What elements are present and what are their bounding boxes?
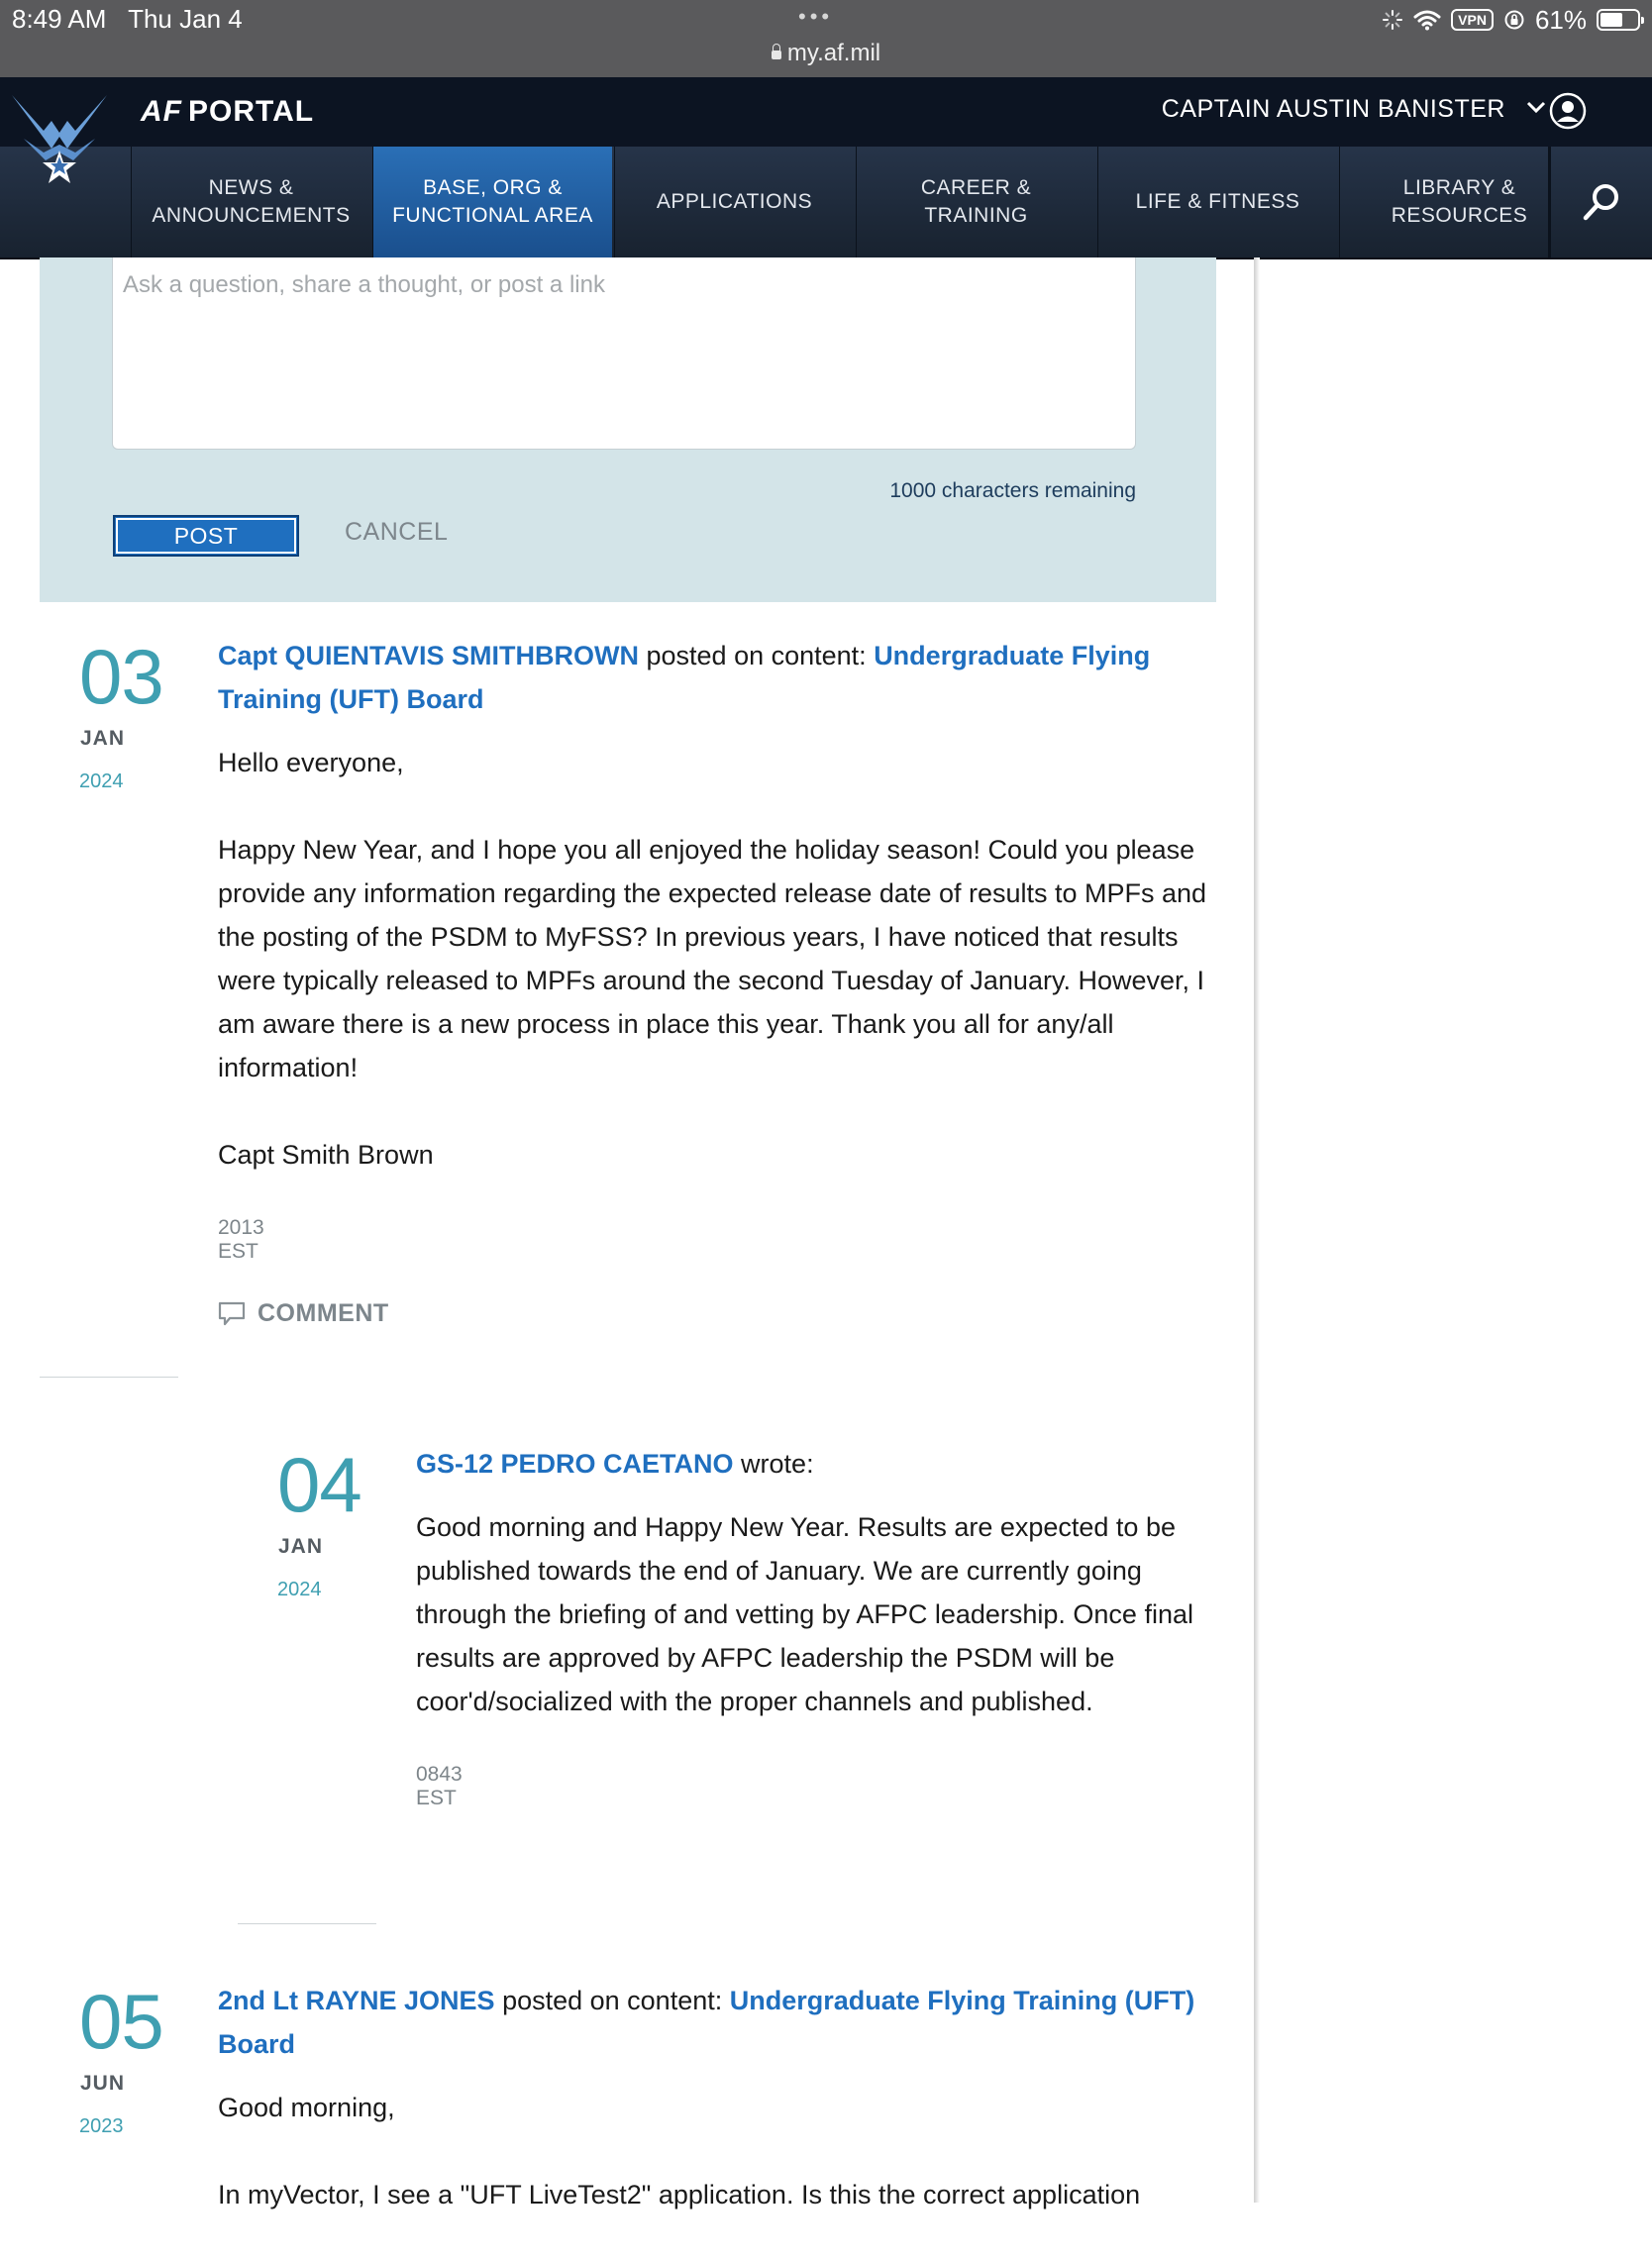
reply-body (416, 1505, 1228, 1767)
post-content-link[interactable]: Undergraduate Flying Training (UFT) Board (218, 1986, 1195, 2059)
lock-icon (772, 51, 781, 59)
reply-date-year: 2024 (277, 1579, 322, 1600)
nav-life-fitness[interactable]: LIFE & FITNESS (1097, 147, 1337, 257)
post-header (218, 1979, 1208, 2066)
post-date-month: JUN (80, 2072, 126, 2095)
post-body (218, 741, 1228, 1220)
post-content-link[interactable]: Undergraduate Flying Training (UFT) Board (218, 641, 1151, 714)
post-paragraph: Happy New Year, and I hope you all enjoyed the holiday season! Could you please provide any information regarding the expected release date of results to MPFs and the posting of the PSDM to MyFSS? In previous years, I have noticed that results were typically released to MPFs around the second Tuesday of January. However, I am aware there is a new process in place this year. Thank you all for any/all information! (218, 835, 1207, 1082)
reply-author-link[interactable]: GS-12 PEDRO CAETANO (416, 1449, 734, 1479)
post-action-text: posted on content: (494, 1986, 730, 2015)
post-date-day: 03 (79, 633, 163, 720)
search-button[interactable] (1548, 147, 1652, 257)
url-text: my.af.mil (786, 40, 881, 66)
main-nav (0, 147, 1652, 259)
post-timestamp: 2013 EST (218, 1216, 264, 1263)
nav-base-org-functional-area[interactable]: BASE, ORG & FUNCTIONAL AREA (372, 147, 612, 257)
browser-status-bar (0, 0, 1652, 77)
user-name[interactable]: CAPTAIN AUSTIN BANISTER (1161, 95, 1505, 123)
comment-label: COMMENT (258, 1299, 389, 1327)
post-composer (40, 257, 1216, 602)
comment-button[interactable] (218, 1299, 389, 1328)
post-action-text: posted on content: (639, 641, 875, 670)
air-force-wings-logo[interactable] (6, 91, 113, 194)
activity-spinner-icon (1382, 9, 1403, 31)
nav-career-training[interactable]: CAREER & TRAINING (856, 147, 1095, 257)
post-button[interactable]: POST (113, 515, 299, 557)
battery-percent: 61% (1534, 4, 1587, 35)
post-date-year: 2023 (79, 2115, 124, 2137)
post-date-day: 05 (79, 1978, 163, 2065)
reply-date-month: JAN (278, 1535, 324, 1558)
nav-news-announcements[interactable]: NEWS & ANNOUNCEMENTS (131, 147, 370, 257)
portal-title[interactable]: AF PORTAL (141, 95, 315, 128)
post-paragraph: Hello everyone, (218, 748, 404, 777)
post-author-link[interactable]: 2nd Lt RAYNE JONES (218, 1986, 495, 2015)
post-header (218, 634, 1218, 721)
post-divider (40, 1377, 178, 1378)
status-time-date: 8:49 AM Thu Jan 4 (12, 4, 243, 34)
post-paragraph: Capt Smith Brown (218, 1140, 434, 1170)
battery-icon (1597, 9, 1640, 31)
reply-date-day: 04 (277, 1441, 361, 1528)
reply-header (416, 1442, 1228, 1486)
reply-paragraph: Good morning and Happy New Year. Results are expected to be published towards the end of January. We are currently going through the briefing of and vetting by AFPC leadership. Once final results are approved by AFPC leadership the PSDM will be coor'd/socialized with the proper channels and published. (416, 1512, 1193, 1716)
address-bar[interactable] (0, 40, 1652, 67)
search-icon (1580, 180, 1623, 224)
cancel-button[interactable]: CANCEL (339, 517, 454, 548)
chevron-down-icon[interactable] (1525, 100, 1547, 114)
post-paragraph: In myVector, I see a "UFT LiveTest2" application. Is this the correct application (218, 2180, 1141, 2209)
reply-action-text: wrote: (733, 1449, 814, 1479)
post-date-year: 2024 (79, 770, 124, 792)
reply-divider (238, 1923, 376, 1924)
characters-remaining: 1000 characters remaining (889, 479, 1136, 502)
post-author-link[interactable]: Capt QUIENTAVIS SMITHBROWN (218, 641, 639, 670)
orientation-lock-icon (1503, 9, 1525, 31)
content-edge-shadow (1254, 257, 1260, 2203)
post-input[interactable] (112, 257, 1136, 450)
user-avatar-icon[interactable] (1549, 92, 1587, 130)
multitask-dots-icon[interactable]: ••• (798, 4, 834, 29)
post-date-month: JAN (80, 727, 126, 750)
vpn-badge: VPN (1451, 9, 1494, 31)
post-body (218, 2086, 1228, 2260)
wifi-icon (1413, 9, 1441, 31)
nav-applications[interactable]: APPLICATIONS (614, 147, 854, 257)
comment-icon (218, 1301, 246, 1327)
post-paragraph: Good morning, (218, 2093, 395, 2122)
nav-library-resources[interactable]: LIBRARY & RESOURCES (1339, 147, 1579, 257)
reply-timestamp: 0843 EST (416, 1763, 463, 1809)
